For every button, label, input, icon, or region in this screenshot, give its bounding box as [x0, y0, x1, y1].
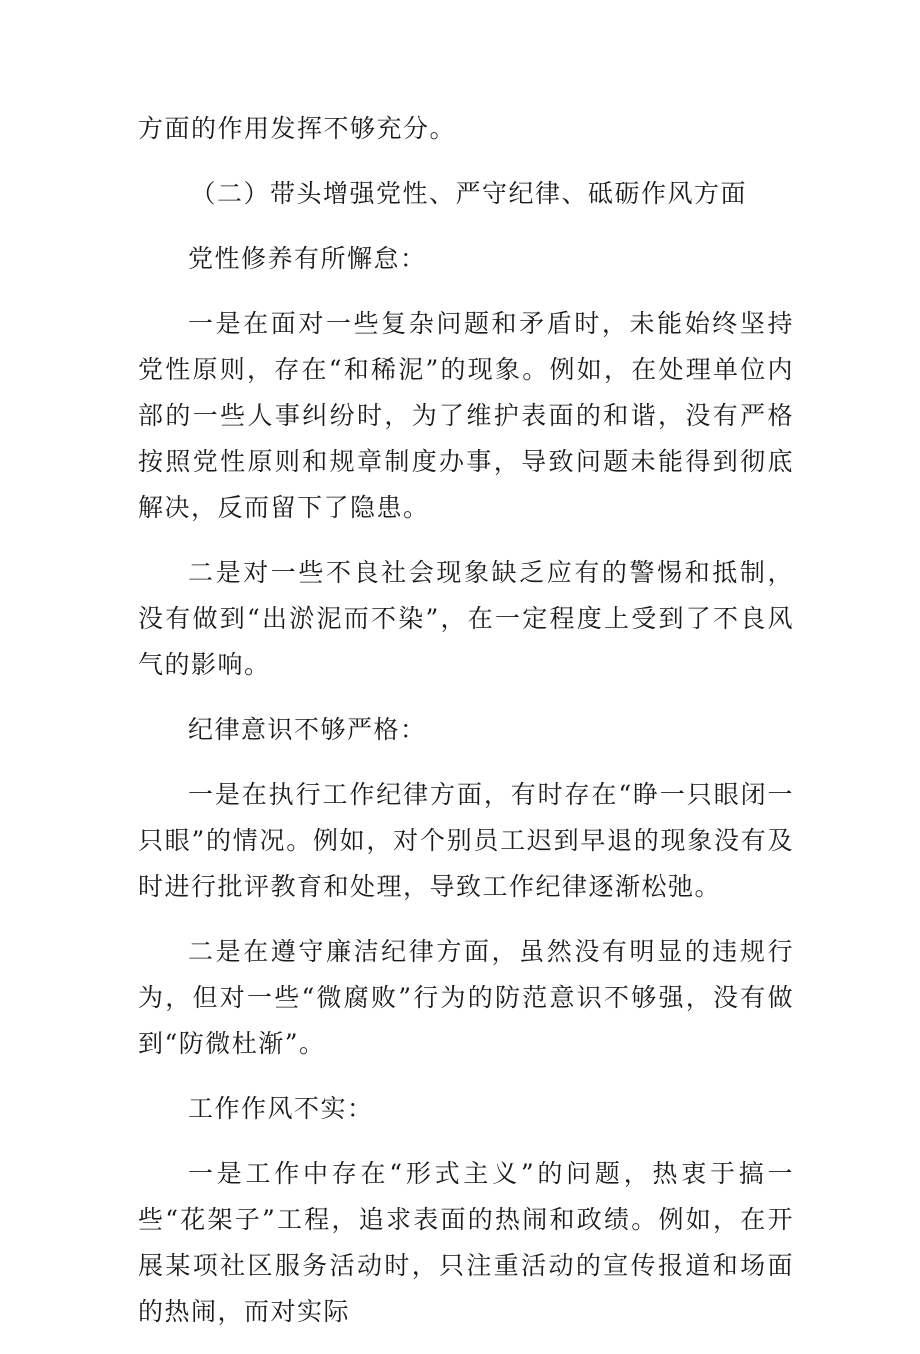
section-heading: （二）带头增强党性、严守纪律、砥砺作风方面: [190, 179, 748, 208]
paragraph: 一是在执行工作纪律方面，有时存在“睁一只眼闭一只眼”的情况。例如，对个别员工迟到早退的现象没有及时进行批评教育和处理，导致工作纪律逐渐松弛。: [138, 780, 794, 901]
document-body: [138, 106, 794, 1354]
subheading-party-spirit: 党性修养有所懈怠：: [188, 244, 427, 273]
paragraph: 一是在面对一些复杂问题和矛盾时，未能始终坚持党性原则，存在“和稀泥”的现象。例如，在处理单位内部的一些人事纠纷时，为了维护表面的和谐，没有严格按照党性原则和规章制度办事，导致问题未能得到彻底解决，反而留下了隐患。: [138, 309, 794, 522]
paragraph: 一是工作中存在“形式主义”的问题，热衷于搞一些“花架子”工程，追求表面的热闹和政绩。例如，在开展某项社区服务活动时，只注重活动的宣传报道和场面的热闹，而对实际: [138, 1159, 794, 1326]
subheading-discipline: 纪律意识不够严格：: [188, 715, 427, 744]
subheading-work-style: 工作作风不实：: [188, 1094, 374, 1123]
paragraph: 二是对一些不良社会现象缺乏应有的警惕和抵制，没有做到“出淤泥而不染”，在一定程度上受到了不良风气的影响。: [138, 558, 794, 679]
paragraph: 二是在遵守廉洁纪律方面，虽然没有明显的违规行为，但对一些“微腐败”行为的防范意识不够强，没有做到“防微杜渐”。: [138, 937, 794, 1058]
paragraph-continued: 方面的作用发挥不够充分。: [138, 114, 457, 143]
